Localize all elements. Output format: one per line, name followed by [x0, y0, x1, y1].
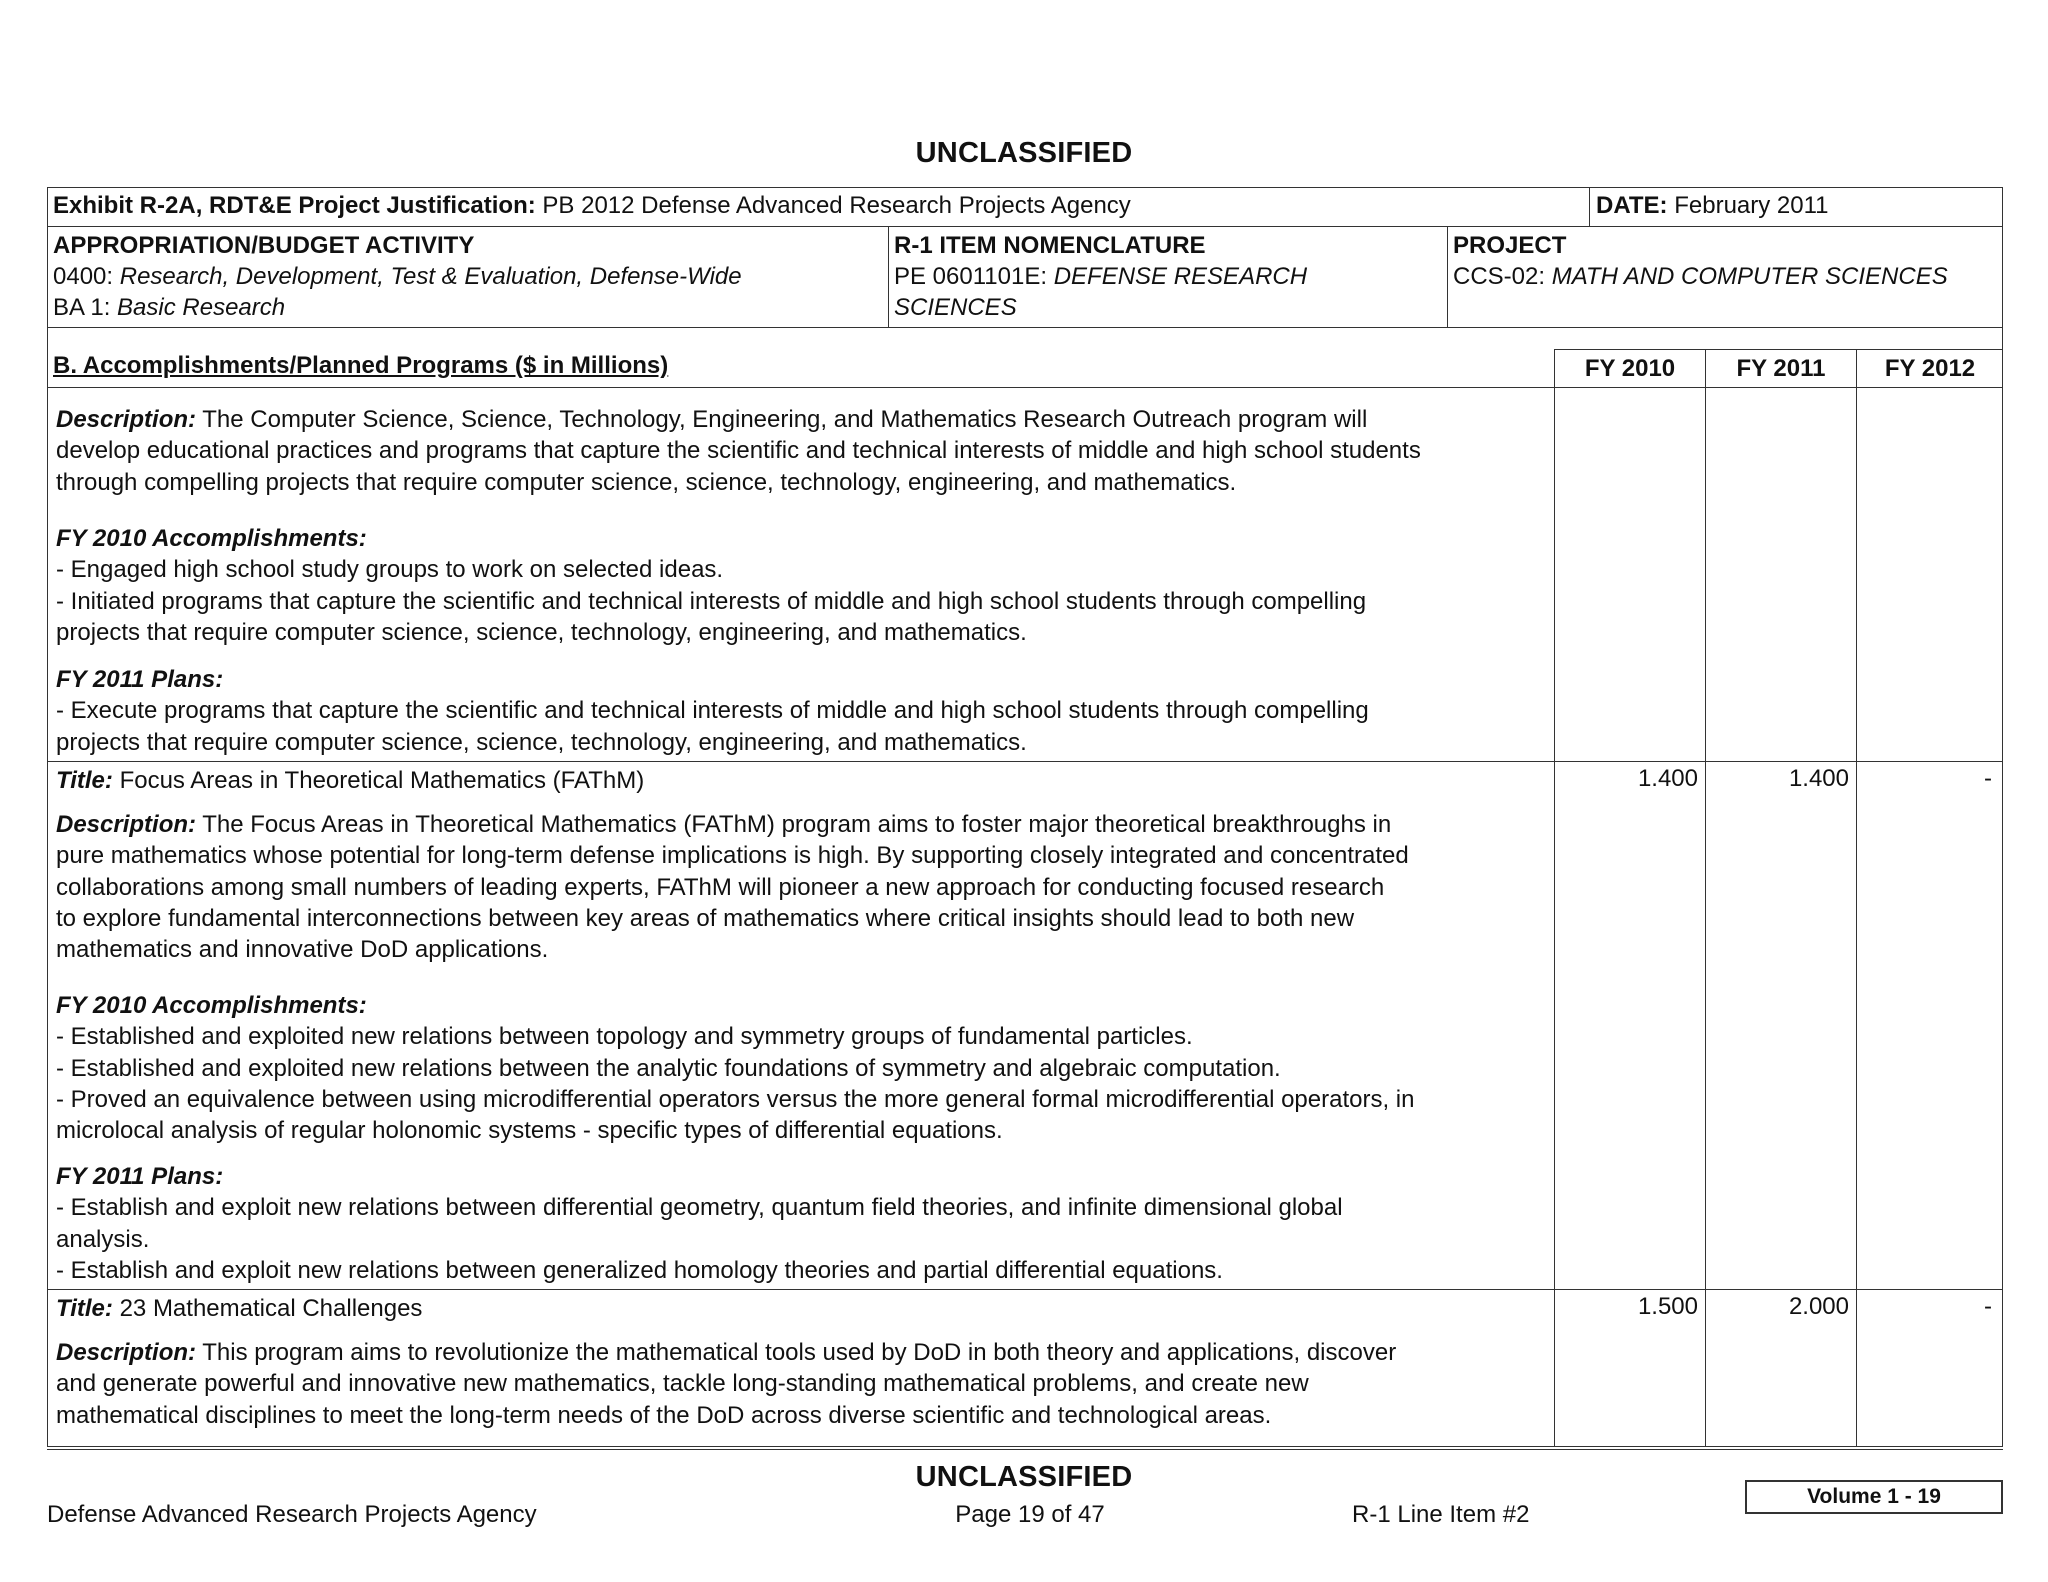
- project-label: PROJECT: [1453, 232, 1567, 259]
- block2-description-line: mathematics and innovative DoD applications.: [56, 936, 549, 964]
- block1-fy2011-line: - Execute programs that capture the scientific and technical interests of middle and high school students through compelling: [56, 697, 1369, 725]
- appropriation-name: Research, Development, Test & Evaluation, Defense-Wide: [119, 263, 742, 290]
- block3-title-value: 23 Mathematical Challenges: [119, 1295, 423, 1322]
- classification-top: UNCLASSIFIED: [915, 137, 1133, 169]
- footer-line-item: R-1 Line Item #2: [1352, 1501, 1530, 1528]
- block2-title-label: Title:: [56, 767, 113, 794]
- block2-fy2010: [56, 990, 1414, 1146]
- block2-bottom-rule: [47, 1289, 2003, 1290]
- appropriation-label: APPROPRIATION/BUDGET ACTIVITY: [53, 232, 475, 259]
- appropriation-line: [53, 261, 742, 292]
- date-value: February 2011: [1674, 192, 1829, 219]
- section-title: B. Accomplishments/Planned Programs ($ in Millions): [53, 352, 669, 379]
- project-divider: [1447, 226, 1448, 328]
- block1-fy2010-label: FY 2010 Accomplishments:: [56, 525, 367, 552]
- block2-description-line: to explore fundamental interconnections between key areas of mathematics where critical insights should lead to both new: [56, 904, 1355, 932]
- block2-description-label: Description:: [56, 811, 197, 838]
- project-code: CCS-02:: [1453, 263, 1546, 290]
- column-header-fy2010: FY 2010: [1584, 355, 1676, 382]
- r1-divider: [888, 226, 889, 328]
- r1-name-line2: SCIENCES: [894, 294, 1017, 321]
- column-header-fy2011: FY 2011: [1736, 355, 1826, 382]
- block3-fy2010-value: 1.500: [1637, 1293, 1698, 1320]
- block2-fy2010-line: microlocal analysis of regular holonomic systems - specific types of differential equations.: [56, 1117, 1003, 1145]
- block2-fy2010-label: FY 2010 Accomplishments:: [56, 992, 367, 1019]
- r1-name-line1: DEFENSE RESEARCH: [1053, 263, 1308, 290]
- block1-fy2010-line: - Initiated programs that capture the scientific and technical interests of middle and high school students through compelling: [56, 587, 1367, 615]
- ba-code: BA 1:: [53, 294, 111, 321]
- block2-fy2011-label: FY 2011 Plans:: [56, 1163, 224, 1190]
- exhibit-line: Exhibit R-2A, RDT&E Project Justification: PB 2012 Defense Advanced Research Projects Agency: [53, 192, 1131, 219]
- block3-description-line: This program aims to revolutionize the mathematical tools used by DoD in both theory and applications, discover: [202, 1339, 1397, 1366]
- block2-fy2011-line: analysis.: [56, 1225, 150, 1253]
- block2-fy2010-line: - Proved an equivalence between using microdifferential operators versus the more general formal microdifferential operators, in: [56, 1085, 1415, 1113]
- block3-description: [56, 1337, 1396, 1431]
- footer-agency: Defense Advanced Research Projects Agency: [47, 1501, 537, 1528]
- block3-fy2011-value: 2.000: [1788, 1293, 1849, 1320]
- column-header-top: [1554, 349, 2003, 350]
- block2-fy2011-line: - Establish and exploit new relations between differential geometry, quantum field theories, and infinite dimensional global: [56, 1194, 1343, 1222]
- block3-description-label: Description:: [56, 1339, 197, 1366]
- main-bottom-border-2: [47, 1449, 2003, 1450]
- block1-fy2011: [56, 664, 1369, 758]
- r1-label: R-1 ITEM NOMENCLATURE: [894, 232, 1206, 259]
- block1-description-label: Description:: [56, 406, 197, 433]
- block1-fy2010: [56, 523, 1366, 648]
- exhibit-title: RDT&E Project Justification:: [209, 192, 536, 219]
- block2-fy2011: [56, 1161, 1343, 1286]
- main-bottom-border: [47, 1446, 2003, 1447]
- footer-volume: Volume 1 - 19: [1807, 1485, 1941, 1508]
- col-divider-2: [1705, 349, 1706, 1447]
- block1-description-line: develop educational practices and programs that capture the scientific and technical interests of middle and high school students: [56, 437, 1421, 465]
- block2-fy2010-line: - Established and exploited new relations between topology and symmetry groups of fundamental particles.: [56, 1023, 1193, 1051]
- block2-description-line: collaborations among small numbers of leading experts, FAThM will pioneer a new approach for conducting focused research: [56, 873, 1385, 901]
- appropriation-code: 0400:: [53, 263, 114, 290]
- block1-description-line: through compelling projects that require computer science, science, technology, engineering, and mathematics.: [56, 468, 1237, 496]
- block2-fy2012-value: -: [1984, 765, 1992, 792]
- main-right-border: [2002, 328, 2003, 1447]
- col-divider-3: [1856, 349, 1857, 1447]
- block2-description: [56, 809, 1409, 965]
- ba-name: Basic Research: [117, 294, 286, 321]
- block3-description-line: mathematical disciplines to meet the long-term needs of the DoD across diverse scientific and technological areas.: [56, 1401, 1272, 1429]
- project-name: MATH AND COMPUTER SCIENCES: [1551, 263, 1948, 290]
- block1-fy2011-label: FY 2011 Plans:: [56, 666, 224, 693]
- block2-title-value: Focus Areas in Theoretical Mathematics (FAThM): [119, 767, 645, 794]
- col-divider-1: [1554, 349, 1555, 1447]
- r1-line: [894, 261, 1307, 292]
- project-line: [1453, 261, 1948, 292]
- block1-description: [56, 404, 1421, 498]
- r1-code: PE 0601101E:: [894, 263, 1048, 290]
- classification-bottom: UNCLASSIFIED: [915, 1461, 1133, 1493]
- block2-description-line: pure mathematics whose potential for long-term defense implications is high. By supporting closely integrated and concentrated: [56, 842, 1409, 870]
- block1-bottom-rule: [47, 761, 2003, 762]
- date-line: [1596, 190, 1829, 221]
- block2-fy2011-line: - Establish and exploit new relations between generalized homology theories and partial differential equations.: [56, 1256, 1223, 1284]
- block3-title-label: Title:: [56, 1295, 113, 1322]
- exhibit-value: PB 2012 Defense Advanced Research Projects Agency: [542, 192, 1131, 219]
- date-divider: [1589, 187, 1590, 227]
- block3-fy2012-value: -: [1984, 1293, 1992, 1320]
- block3-title-line: [56, 1293, 422, 1324]
- block1-fy2010-line: projects that require computer science, science, technology, engineering, and mathematics.: [56, 618, 1027, 646]
- block2-fy2010-value: 1.400: [1637, 765, 1698, 792]
- main-left-border: [47, 328, 48, 1447]
- header-divider: [47, 226, 2003, 227]
- block1-fy2010-line: - Engaged high school study groups to work on selected ideas.: [56, 556, 724, 584]
- footer-page: Page 19 of 47: [955, 1501, 1105, 1528]
- column-header-fy2012: FY 2012: [1884, 355, 1976, 382]
- block2-description-line: The Focus Areas in Theoretical Mathematics (FAThM) program aims to foster major theoretical breakthroughs in: [202, 811, 1392, 838]
- block1-fy2011-line: projects that require computer science, science, technology, engineering, and mathematics.: [56, 728, 1027, 756]
- block1-description-line: The Computer Science, Science, Technology, Engineering, and Mathematics Research Outreach program will: [202, 406, 1368, 433]
- block2-fy2010-line: - Established and exploited new relations between the analytic foundations of symmetry and algebraic computation.: [56, 1054, 1281, 1082]
- block2-fy2011-value: 1.400: [1788, 765, 1849, 792]
- volume-box: [1745, 1480, 2003, 1514]
- exhibit-label: Exhibit R-2A: [53, 192, 196, 219]
- block2-title-line: [56, 765, 644, 796]
- date-label: DATE:: [1596, 192, 1668, 219]
- block3-description-line: and generate powerful and innovative new mathematics, tackle long-standing mathematical problems, and create new: [56, 1370, 1309, 1398]
- ba-line: [53, 292, 285, 323]
- column-header-bottom: [47, 387, 2003, 388]
